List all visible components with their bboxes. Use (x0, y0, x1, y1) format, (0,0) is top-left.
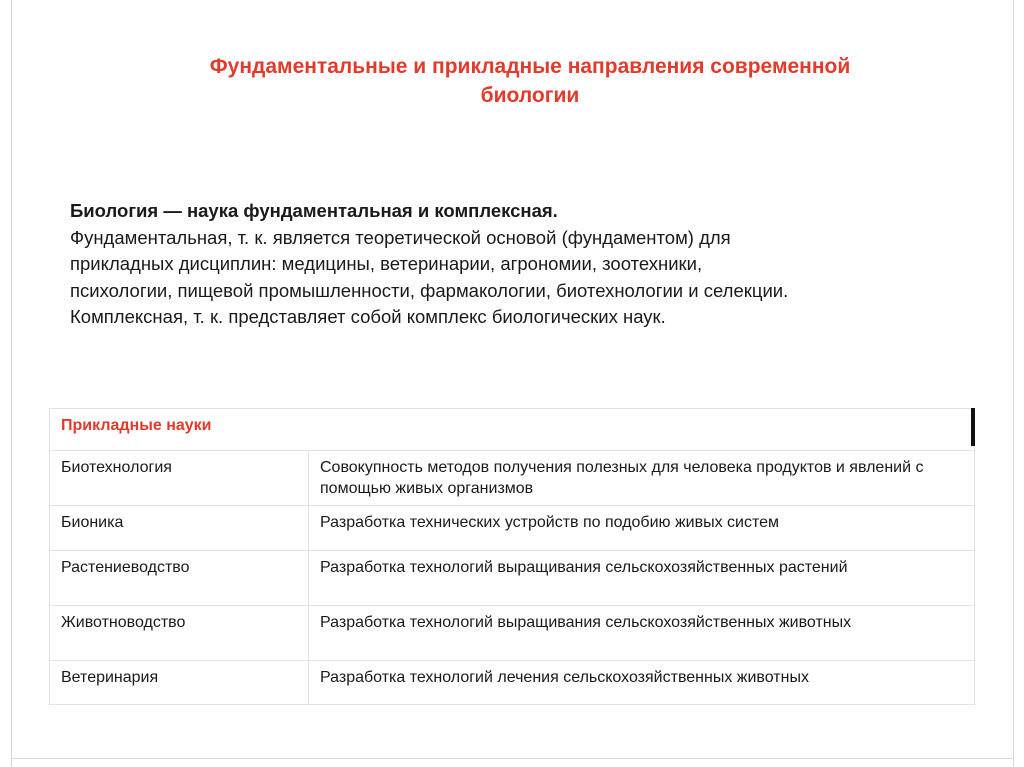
science-name: Животноводство (50, 606, 309, 661)
slide-title-line-1: Фундаментальные и прикладные направления современной (209, 55, 851, 78)
slide-frame-right (1013, 0, 1014, 767)
slide-title-line-2: биологии (480, 84, 580, 107)
intro-line-1: Фундаментальная, т. к. является теоретической основой (фундаментом) для (70, 226, 731, 248)
intro-line-2: прикладных дисциплин: медицины, ветеринарии, агрономии, зоотехники, (70, 253, 703, 274)
science-name: Растениеводство (50, 551, 309, 606)
table-row (50, 661, 975, 705)
slide-frame-bottom (11, 758, 1014, 759)
applied-sciences-table (49, 408, 975, 705)
science-description: Разработка технологий выращивания сельскохозяйственных животных (309, 606, 975, 661)
science-name: Ветеринария (50, 661, 309, 705)
intro-line-3: психологии, пищевой промышленности, фармакологии, биотехнологии и селекции. (70, 279, 789, 301)
intro-paragraph (70, 198, 970, 331)
text-cursor-bar (971, 408, 975, 446)
table-row (50, 451, 975, 506)
slide-title (100, 52, 960, 110)
intro-lead: Биология — наука фундаментальная и комплексная. (70, 200, 558, 221)
slide-frame-left (11, 0, 12, 767)
science-name: Бионика (50, 506, 309, 551)
science-description: Разработка технологий выращивания сельскохозяйственных растений (309, 551, 975, 606)
science-name: Биотехнология (50, 451, 309, 506)
table-row (50, 551, 975, 606)
table-row (50, 606, 975, 661)
science-description: Разработка технических устройств по подобию живых систем (309, 506, 975, 551)
table-header: Прикладные науки (50, 409, 975, 451)
science-description: Совокупность методов получения полезных для человека продуктов и явлений с помощью живых организмов (309, 451, 975, 506)
science-description: Разработка технологий лечения сельскохозяйственных животных (309, 661, 975, 705)
table-row (50, 506, 975, 551)
intro-line-4: Комплексная, т. к. представляет собой комплекс биологических наук. (70, 306, 666, 327)
table-header-row (50, 409, 975, 451)
